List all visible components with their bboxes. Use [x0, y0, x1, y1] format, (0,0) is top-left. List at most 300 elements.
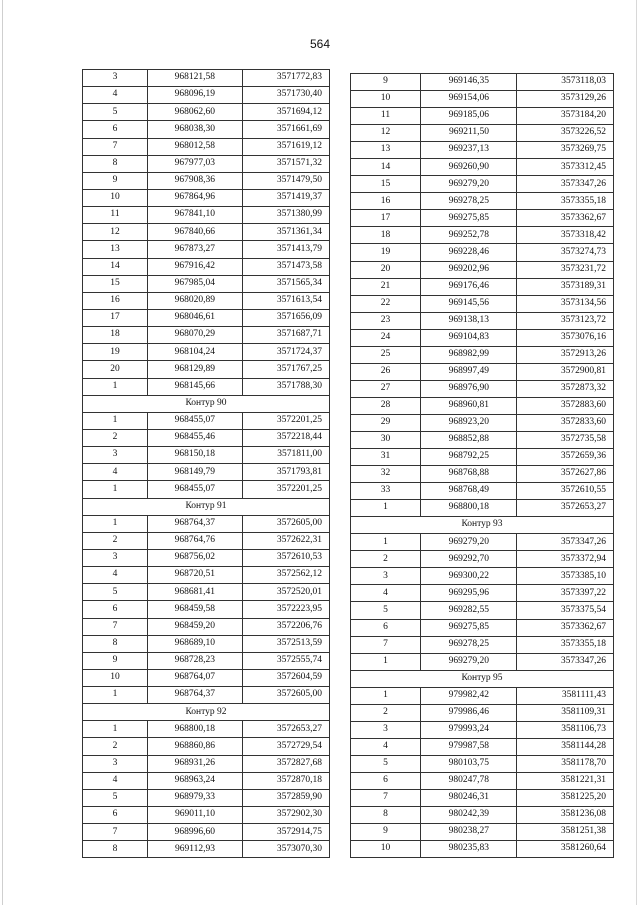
point-number: 3 — [83, 755, 148, 772]
point-number: 32 — [351, 466, 421, 483]
x-coordinate: 968455,07 — [148, 412, 243, 429]
point-number: 10 — [83, 669, 148, 686]
table-row — [83, 772, 330, 789]
point-number: 26 — [351, 363, 421, 380]
y-coordinate: 3571419,37 — [243, 189, 330, 206]
x-coordinate: 967841,10 — [148, 207, 243, 224]
y-coordinate: 3573134,56 — [517, 295, 614, 312]
table-row — [83, 138, 330, 155]
point-number: 2 — [351, 704, 421, 721]
point-number: 6 — [351, 619, 421, 636]
x-coordinate: 969202,96 — [421, 261, 517, 278]
point-number: 6 — [83, 807, 148, 824]
table-row — [83, 258, 330, 275]
x-coordinate: 968459,20 — [148, 618, 243, 635]
point-number: 8 — [83, 155, 148, 172]
y-coordinate: 3573226,52 — [517, 125, 614, 142]
y-coordinate: 3572833,60 — [517, 414, 614, 431]
point-number: 3 — [83, 549, 148, 566]
table-row — [351, 551, 614, 568]
table-row — [351, 789, 614, 806]
contour-header-row — [83, 395, 330, 412]
table-row — [83, 464, 330, 481]
y-coordinate: 3572555,74 — [243, 652, 330, 669]
point-number: 17 — [351, 210, 421, 227]
page-number: 564 — [309, 37, 331, 51]
contour-label: Контур 91 — [83, 498, 330, 515]
y-coordinate: 3581106,73 — [517, 721, 614, 738]
table-row — [351, 193, 614, 210]
table-row — [351, 261, 614, 278]
point-number: 33 — [351, 483, 421, 500]
y-coordinate: 3571479,50 — [243, 172, 330, 189]
x-coordinate: 980103,75 — [421, 755, 517, 772]
point-number: 8 — [83, 841, 148, 858]
point-number: 1 — [83, 378, 148, 395]
page-edge-right — [636, 0, 637, 905]
x-coordinate: 969185,06 — [421, 108, 517, 125]
x-coordinate: 969154,06 — [421, 91, 517, 108]
point-number: 15 — [83, 275, 148, 292]
table-row — [351, 704, 614, 721]
y-coordinate: 3573347,26 — [517, 176, 614, 193]
table-row — [83, 361, 330, 378]
point-number: 16 — [351, 193, 421, 210]
y-coordinate: 3572883,60 — [517, 397, 614, 414]
x-coordinate: 967977,03 — [148, 155, 243, 172]
point-number: 4 — [83, 87, 148, 104]
x-coordinate: 968145,66 — [148, 378, 243, 395]
x-coordinate: 969011,10 — [148, 807, 243, 824]
x-coordinate: 968976,90 — [421, 380, 517, 397]
x-coordinate: 969252,78 — [421, 227, 517, 244]
point-number: 12 — [351, 125, 421, 142]
y-coordinate: 3571687,71 — [243, 327, 330, 344]
point-number: 22 — [351, 295, 421, 312]
table-row — [351, 534, 614, 551]
y-coordinate: 3572870,18 — [243, 772, 330, 789]
table-row — [351, 397, 614, 414]
table-row — [351, 568, 614, 585]
table-row — [351, 176, 614, 193]
point-number: 23 — [351, 312, 421, 329]
y-coordinate: 3572206,76 — [243, 618, 330, 635]
y-coordinate: 3571724,37 — [243, 344, 330, 361]
point-number: 25 — [351, 346, 421, 363]
x-coordinate: 968923,20 — [421, 414, 517, 431]
table-row — [83, 481, 330, 498]
point-number: 2 — [83, 429, 148, 446]
y-coordinate: 3581260,64 — [517, 841, 614, 858]
table-row — [351, 108, 614, 125]
table-row — [83, 652, 330, 669]
right-coordinate-table — [350, 73, 614, 858]
point-number: 2 — [351, 551, 421, 568]
table-row — [83, 189, 330, 206]
y-coordinate: 3573347,26 — [517, 534, 614, 551]
x-coordinate: 968096,19 — [148, 87, 243, 104]
point-number: 21 — [351, 278, 421, 295]
x-coordinate: 968455,46 — [148, 429, 243, 446]
point-number: 29 — [351, 414, 421, 431]
point-number: 5 — [351, 602, 421, 619]
x-coordinate: 968062,60 — [148, 104, 243, 121]
point-number: 20 — [351, 261, 421, 278]
x-coordinate: 968852,88 — [421, 431, 517, 448]
point-number: 15 — [351, 176, 421, 193]
y-coordinate: 3571661,69 — [243, 121, 330, 138]
y-coordinate: 3573189,31 — [517, 278, 614, 295]
y-coordinate: 3572562,12 — [243, 567, 330, 584]
point-number: 4 — [83, 772, 148, 789]
table-row — [351, 466, 614, 483]
y-coordinate: 3572201,25 — [243, 481, 330, 498]
table-row — [83, 429, 330, 446]
y-coordinate: 3571772,83 — [243, 70, 330, 87]
y-coordinate: 3572610,53 — [243, 549, 330, 566]
x-coordinate: 979987,58 — [421, 738, 517, 755]
y-coordinate: 3572627,86 — [517, 466, 614, 483]
point-number: 6 — [83, 121, 148, 138]
y-coordinate: 3581236,08 — [517, 807, 614, 824]
y-coordinate: 3572900,81 — [517, 363, 614, 380]
table-row — [83, 669, 330, 686]
contour-label: Контур 95 — [351, 670, 614, 687]
x-coordinate: 969282,55 — [421, 602, 517, 619]
y-coordinate: 3572729,54 — [243, 738, 330, 755]
y-coordinate: 3572914,75 — [243, 824, 330, 841]
point-number: 1 — [351, 687, 421, 704]
y-coordinate: 3571380,99 — [243, 207, 330, 224]
y-coordinate: 3573118,03 — [517, 74, 614, 91]
x-coordinate: 967840,66 — [148, 224, 243, 241]
point-number: 6 — [83, 601, 148, 618]
point-number: 6 — [351, 772, 421, 789]
point-number: 2 — [83, 532, 148, 549]
y-coordinate: 3573274,73 — [517, 244, 614, 261]
point-number: 1 — [83, 412, 148, 429]
table-row — [83, 567, 330, 584]
point-number: 10 — [351, 841, 421, 858]
point-number: 8 — [83, 635, 148, 652]
x-coordinate: 968012,58 — [148, 138, 243, 155]
y-coordinate: 3573397,22 — [517, 585, 614, 602]
point-number: 9 — [351, 74, 421, 91]
x-coordinate: 969145,56 — [421, 295, 517, 312]
y-coordinate: 3581221,31 — [517, 772, 614, 789]
y-coordinate: 3571571,32 — [243, 155, 330, 172]
table-row — [83, 721, 330, 738]
x-coordinate: 980246,31 — [421, 789, 517, 806]
x-coordinate: 980242,39 — [421, 807, 517, 824]
y-coordinate: 3572913,26 — [517, 346, 614, 363]
contour-label: Контур 93 — [351, 517, 614, 534]
y-coordinate: 3571565,34 — [243, 275, 330, 292]
y-coordinate: 3571811,00 — [243, 447, 330, 464]
y-coordinate: 3572520,01 — [243, 584, 330, 601]
y-coordinate: 3571694,12 — [243, 104, 330, 121]
x-coordinate: 969278,25 — [421, 193, 517, 210]
x-coordinate: 968764,07 — [148, 669, 243, 686]
point-number: 3 — [351, 721, 421, 738]
y-coordinate: 3573362,67 — [517, 210, 614, 227]
x-coordinate: 968046,61 — [148, 309, 243, 326]
table-row — [351, 824, 614, 841]
point-number: 4 — [351, 585, 421, 602]
x-coordinate: 969138,13 — [421, 312, 517, 329]
table-row — [351, 278, 614, 295]
table-row — [351, 414, 614, 431]
table-row — [351, 346, 614, 363]
table-row — [83, 549, 330, 566]
table-row — [351, 142, 614, 159]
table-row — [83, 755, 330, 772]
point-number: 17 — [83, 309, 148, 326]
x-coordinate: 968764,76 — [148, 532, 243, 549]
point-number: 1 — [83, 687, 148, 704]
table-row — [83, 738, 330, 755]
table-row — [351, 636, 614, 653]
point-number: 4 — [83, 464, 148, 481]
table-row — [83, 378, 330, 395]
contour-header-row — [83, 498, 330, 515]
point-number: 14 — [351, 159, 421, 176]
y-coordinate: 3581144,28 — [517, 738, 614, 755]
x-coordinate: 969146,35 — [421, 74, 517, 91]
y-coordinate: 3571473,58 — [243, 258, 330, 275]
x-coordinate: 969300,22 — [421, 568, 517, 585]
point-number: 4 — [83, 567, 148, 584]
y-coordinate: 3572827,68 — [243, 755, 330, 772]
x-coordinate: 968756,02 — [148, 549, 243, 566]
table-row — [351, 755, 614, 772]
point-number: 7 — [351, 789, 421, 806]
point-number: 5 — [83, 104, 148, 121]
x-coordinate: 968455,07 — [148, 481, 243, 498]
point-number: 1 — [83, 515, 148, 532]
x-coordinate: 969275,85 — [421, 619, 517, 636]
y-coordinate: 3572859,90 — [243, 789, 330, 806]
x-coordinate: 967916,42 — [148, 258, 243, 275]
x-coordinate: 969279,20 — [421, 534, 517, 551]
table-row — [351, 500, 614, 517]
contour-label: Контур 92 — [83, 704, 330, 721]
x-coordinate: 968960,81 — [421, 397, 517, 414]
table-row — [83, 309, 330, 326]
point-number: 13 — [351, 142, 421, 159]
table-row — [83, 687, 330, 704]
table-row — [351, 721, 614, 738]
table-row — [351, 585, 614, 602]
point-number: 5 — [351, 755, 421, 772]
y-coordinate: 3573231,72 — [517, 261, 614, 278]
table-row — [83, 618, 330, 635]
x-coordinate: 969211,50 — [421, 125, 517, 142]
point-number: 3 — [83, 447, 148, 464]
point-number: 13 — [83, 241, 148, 258]
table-row — [351, 602, 614, 619]
y-coordinate: 3571767,25 — [243, 361, 330, 378]
x-coordinate: 968720,51 — [148, 567, 243, 584]
x-coordinate: 968963,24 — [148, 772, 243, 789]
x-coordinate: 968764,37 — [148, 515, 243, 532]
x-coordinate: 968689,10 — [148, 635, 243, 652]
x-coordinate: 968764,37 — [148, 687, 243, 704]
table-row — [83, 121, 330, 138]
x-coordinate: 968997,49 — [421, 363, 517, 380]
x-coordinate: 968728,23 — [148, 652, 243, 669]
y-coordinate: 3573076,16 — [517, 329, 614, 346]
table-row — [83, 344, 330, 361]
table-row — [351, 125, 614, 142]
y-coordinate: 3571619,12 — [243, 138, 330, 155]
table-row — [83, 789, 330, 806]
x-coordinate: 967985,04 — [148, 275, 243, 292]
point-number: 20 — [83, 361, 148, 378]
table-row — [83, 292, 330, 309]
right-table-body — [351, 74, 614, 858]
y-coordinate: 3571730,40 — [243, 87, 330, 104]
x-coordinate: 969260,90 — [421, 159, 517, 176]
point-number: 4 — [351, 738, 421, 755]
point-number: 30 — [351, 431, 421, 448]
x-coordinate: 968982,99 — [421, 346, 517, 363]
y-coordinate: 3581111,43 — [517, 687, 614, 704]
x-coordinate: 968996,60 — [148, 824, 243, 841]
y-coordinate: 3572653,27 — [243, 721, 330, 738]
table-row — [83, 807, 330, 824]
y-coordinate: 3581109,31 — [517, 704, 614, 721]
x-coordinate: 968104,24 — [148, 344, 243, 361]
y-coordinate: 3573385,10 — [517, 568, 614, 585]
y-coordinate: 3572610,55 — [517, 483, 614, 500]
x-coordinate: 968038,30 — [148, 121, 243, 138]
point-number: 1 — [83, 481, 148, 498]
x-coordinate: 979986,46 — [421, 704, 517, 721]
y-coordinate: 3581251,38 — [517, 824, 614, 841]
table-row — [351, 738, 614, 755]
y-coordinate: 3572218,44 — [243, 429, 330, 446]
y-coordinate: 3571793,81 — [243, 464, 330, 481]
x-coordinate: 969279,20 — [421, 176, 517, 193]
x-coordinate: 969237,13 — [421, 142, 517, 159]
point-number: 1 — [83, 721, 148, 738]
y-coordinate: 3572622,31 — [243, 532, 330, 549]
left-coordinate-table — [82, 69, 330, 858]
x-coordinate: 969295,96 — [421, 585, 517, 602]
table-row — [351, 74, 614, 91]
x-coordinate: 969292,70 — [421, 551, 517, 568]
point-number: 2 — [83, 738, 148, 755]
point-number: 14 — [83, 258, 148, 275]
y-coordinate: 3572902,30 — [243, 807, 330, 824]
y-coordinate: 3572605,00 — [243, 687, 330, 704]
point-number: 8 — [351, 807, 421, 824]
x-coordinate: 967873,27 — [148, 241, 243, 258]
table-row — [83, 532, 330, 549]
x-coordinate: 968800,18 — [148, 721, 243, 738]
x-coordinate: 968768,49 — [421, 483, 517, 500]
y-coordinate: 3571788,30 — [243, 378, 330, 395]
contour-header-row — [351, 517, 614, 534]
contour-header-row — [83, 704, 330, 721]
x-coordinate: 969278,25 — [421, 636, 517, 653]
point-number: 1 — [351, 534, 421, 551]
y-coordinate: 3572605,00 — [243, 515, 330, 532]
point-number: 7 — [83, 138, 148, 155]
table-row — [83, 447, 330, 464]
table-row — [351, 210, 614, 227]
y-coordinate: 3571361,34 — [243, 224, 330, 241]
page-edge-left — [2, 0, 3, 905]
y-coordinate: 3573355,18 — [517, 636, 614, 653]
point-number: 9 — [351, 824, 421, 841]
table-row — [351, 159, 614, 176]
point-number: 10 — [83, 189, 148, 206]
table-row — [351, 312, 614, 329]
y-coordinate: 3573375,54 — [517, 602, 614, 619]
y-coordinate: 3571656,09 — [243, 309, 330, 326]
table-row — [351, 244, 614, 261]
table-row — [83, 841, 330, 858]
x-coordinate: 968459,58 — [148, 601, 243, 618]
x-coordinate: 968979,33 — [148, 789, 243, 806]
y-coordinate: 3572604,59 — [243, 669, 330, 686]
point-number: 27 — [351, 380, 421, 397]
x-coordinate: 968020,89 — [148, 292, 243, 309]
x-coordinate: 968931,26 — [148, 755, 243, 772]
y-coordinate: 3572513,59 — [243, 635, 330, 652]
x-coordinate: 968070,29 — [148, 327, 243, 344]
point-number: 16 — [83, 292, 148, 309]
x-coordinate: 980235,83 — [421, 841, 517, 858]
table-row — [83, 635, 330, 652]
point-number: 1 — [351, 500, 421, 517]
table-row — [351, 227, 614, 244]
y-coordinate: 3572223,95 — [243, 601, 330, 618]
point-number: 24 — [351, 329, 421, 346]
x-coordinate: 969112,93 — [148, 841, 243, 858]
x-coordinate: 969228,46 — [421, 244, 517, 261]
table-row — [351, 807, 614, 824]
point-number: 7 — [351, 636, 421, 653]
table-row — [351, 687, 614, 704]
point-number: 11 — [351, 108, 421, 125]
y-coordinate: 3573318,42 — [517, 227, 614, 244]
point-number: 18 — [351, 227, 421, 244]
table-row — [83, 584, 330, 601]
y-coordinate: 3572659,36 — [517, 449, 614, 466]
x-coordinate: 968860,86 — [148, 738, 243, 755]
point-number: 1 — [351, 653, 421, 670]
x-coordinate: 969176,46 — [421, 278, 517, 295]
table-row — [83, 241, 330, 258]
y-coordinate: 3571413,79 — [243, 241, 330, 258]
x-coordinate: 968121,58 — [148, 70, 243, 87]
y-coordinate: 3573129,26 — [517, 91, 614, 108]
table-row — [351, 619, 614, 636]
point-number: 5 — [83, 584, 148, 601]
y-coordinate: 3573070,30 — [243, 841, 330, 858]
contour-label: Контур 90 — [83, 395, 330, 412]
table-row — [83, 412, 330, 429]
table-row — [83, 824, 330, 841]
table-row — [83, 207, 330, 224]
x-coordinate: 979982,42 — [421, 687, 517, 704]
table-row — [83, 601, 330, 618]
table-row — [351, 653, 614, 670]
table-row — [83, 515, 330, 532]
